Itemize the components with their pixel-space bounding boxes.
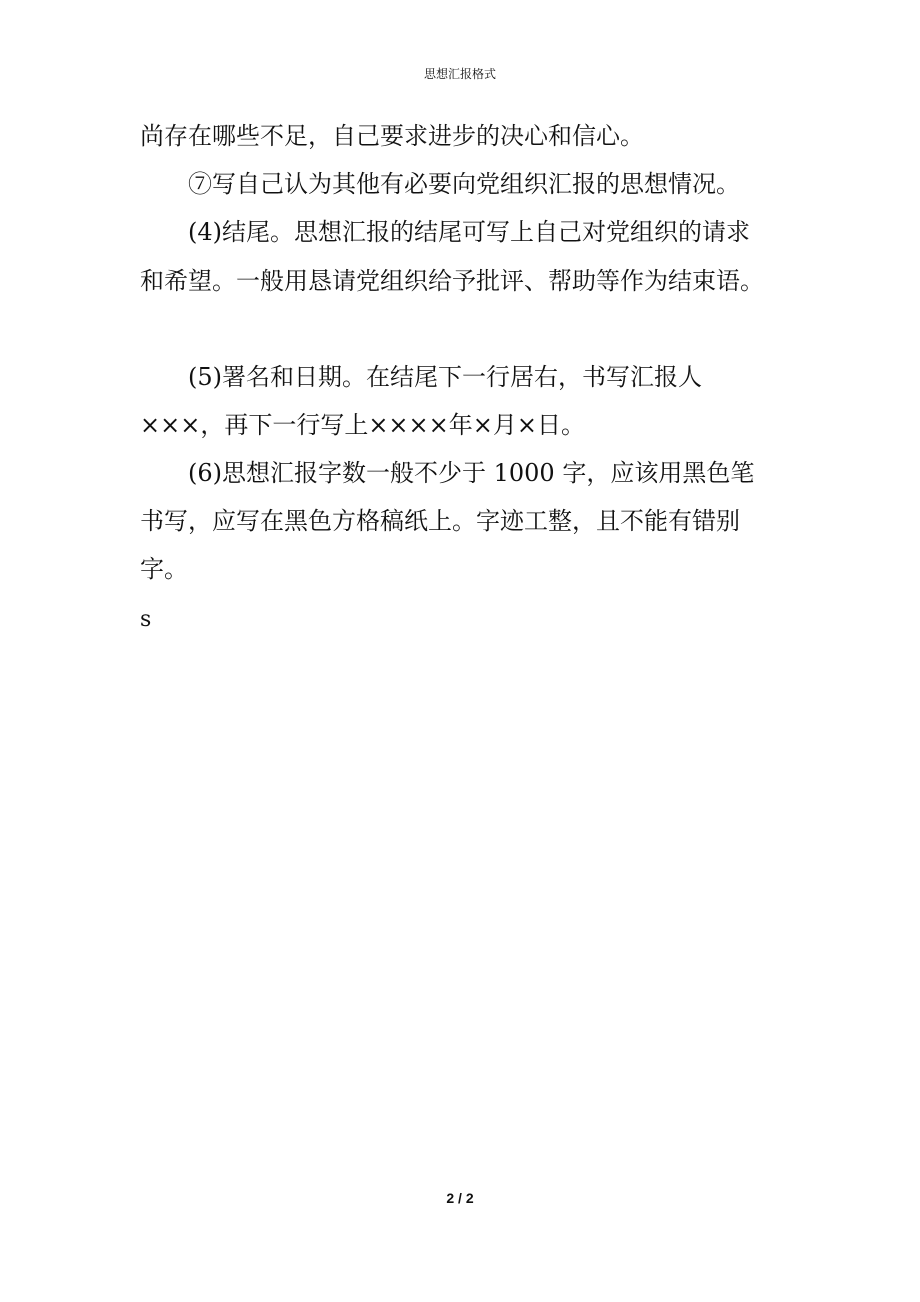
paragraph-line: 字。 bbox=[140, 555, 188, 583]
stray-character: s bbox=[140, 607, 152, 632]
page-header-title: 思想汇报格式 bbox=[423, 67, 496, 81]
paragraph-line: ⑦写自己认为其他有必要向党组织汇报的思想情况。 bbox=[188, 170, 740, 198]
paragraph-line: 和希望。一般用恳请党组织给予批评、帮助等作为结束语。 bbox=[140, 267, 764, 295]
paragraph-line: 书写，应写在黑色方格稿纸上。字迹工整，且不能有错别 bbox=[140, 507, 740, 535]
paragraph-line: (4)结尾。思想汇报的结尾可写上自己对党组织的请求 bbox=[188, 218, 750, 246]
paragraph-line: (5)署名和日期。在结尾下一行居右，书写汇报人 bbox=[188, 363, 702, 391]
paragraph-line: (6)思想汇报字数一般不少于 1000 字，应该用黑色笔 bbox=[188, 459, 755, 487]
paragraph-line: 尚存在哪些不足，自己要求进步的决心和信心。 bbox=[140, 122, 644, 150]
page-number: 2 / 2 bbox=[446, 1190, 474, 1206]
paragraph-line: ×××，再下一行写上××××年×月×日。 bbox=[140, 411, 585, 439]
